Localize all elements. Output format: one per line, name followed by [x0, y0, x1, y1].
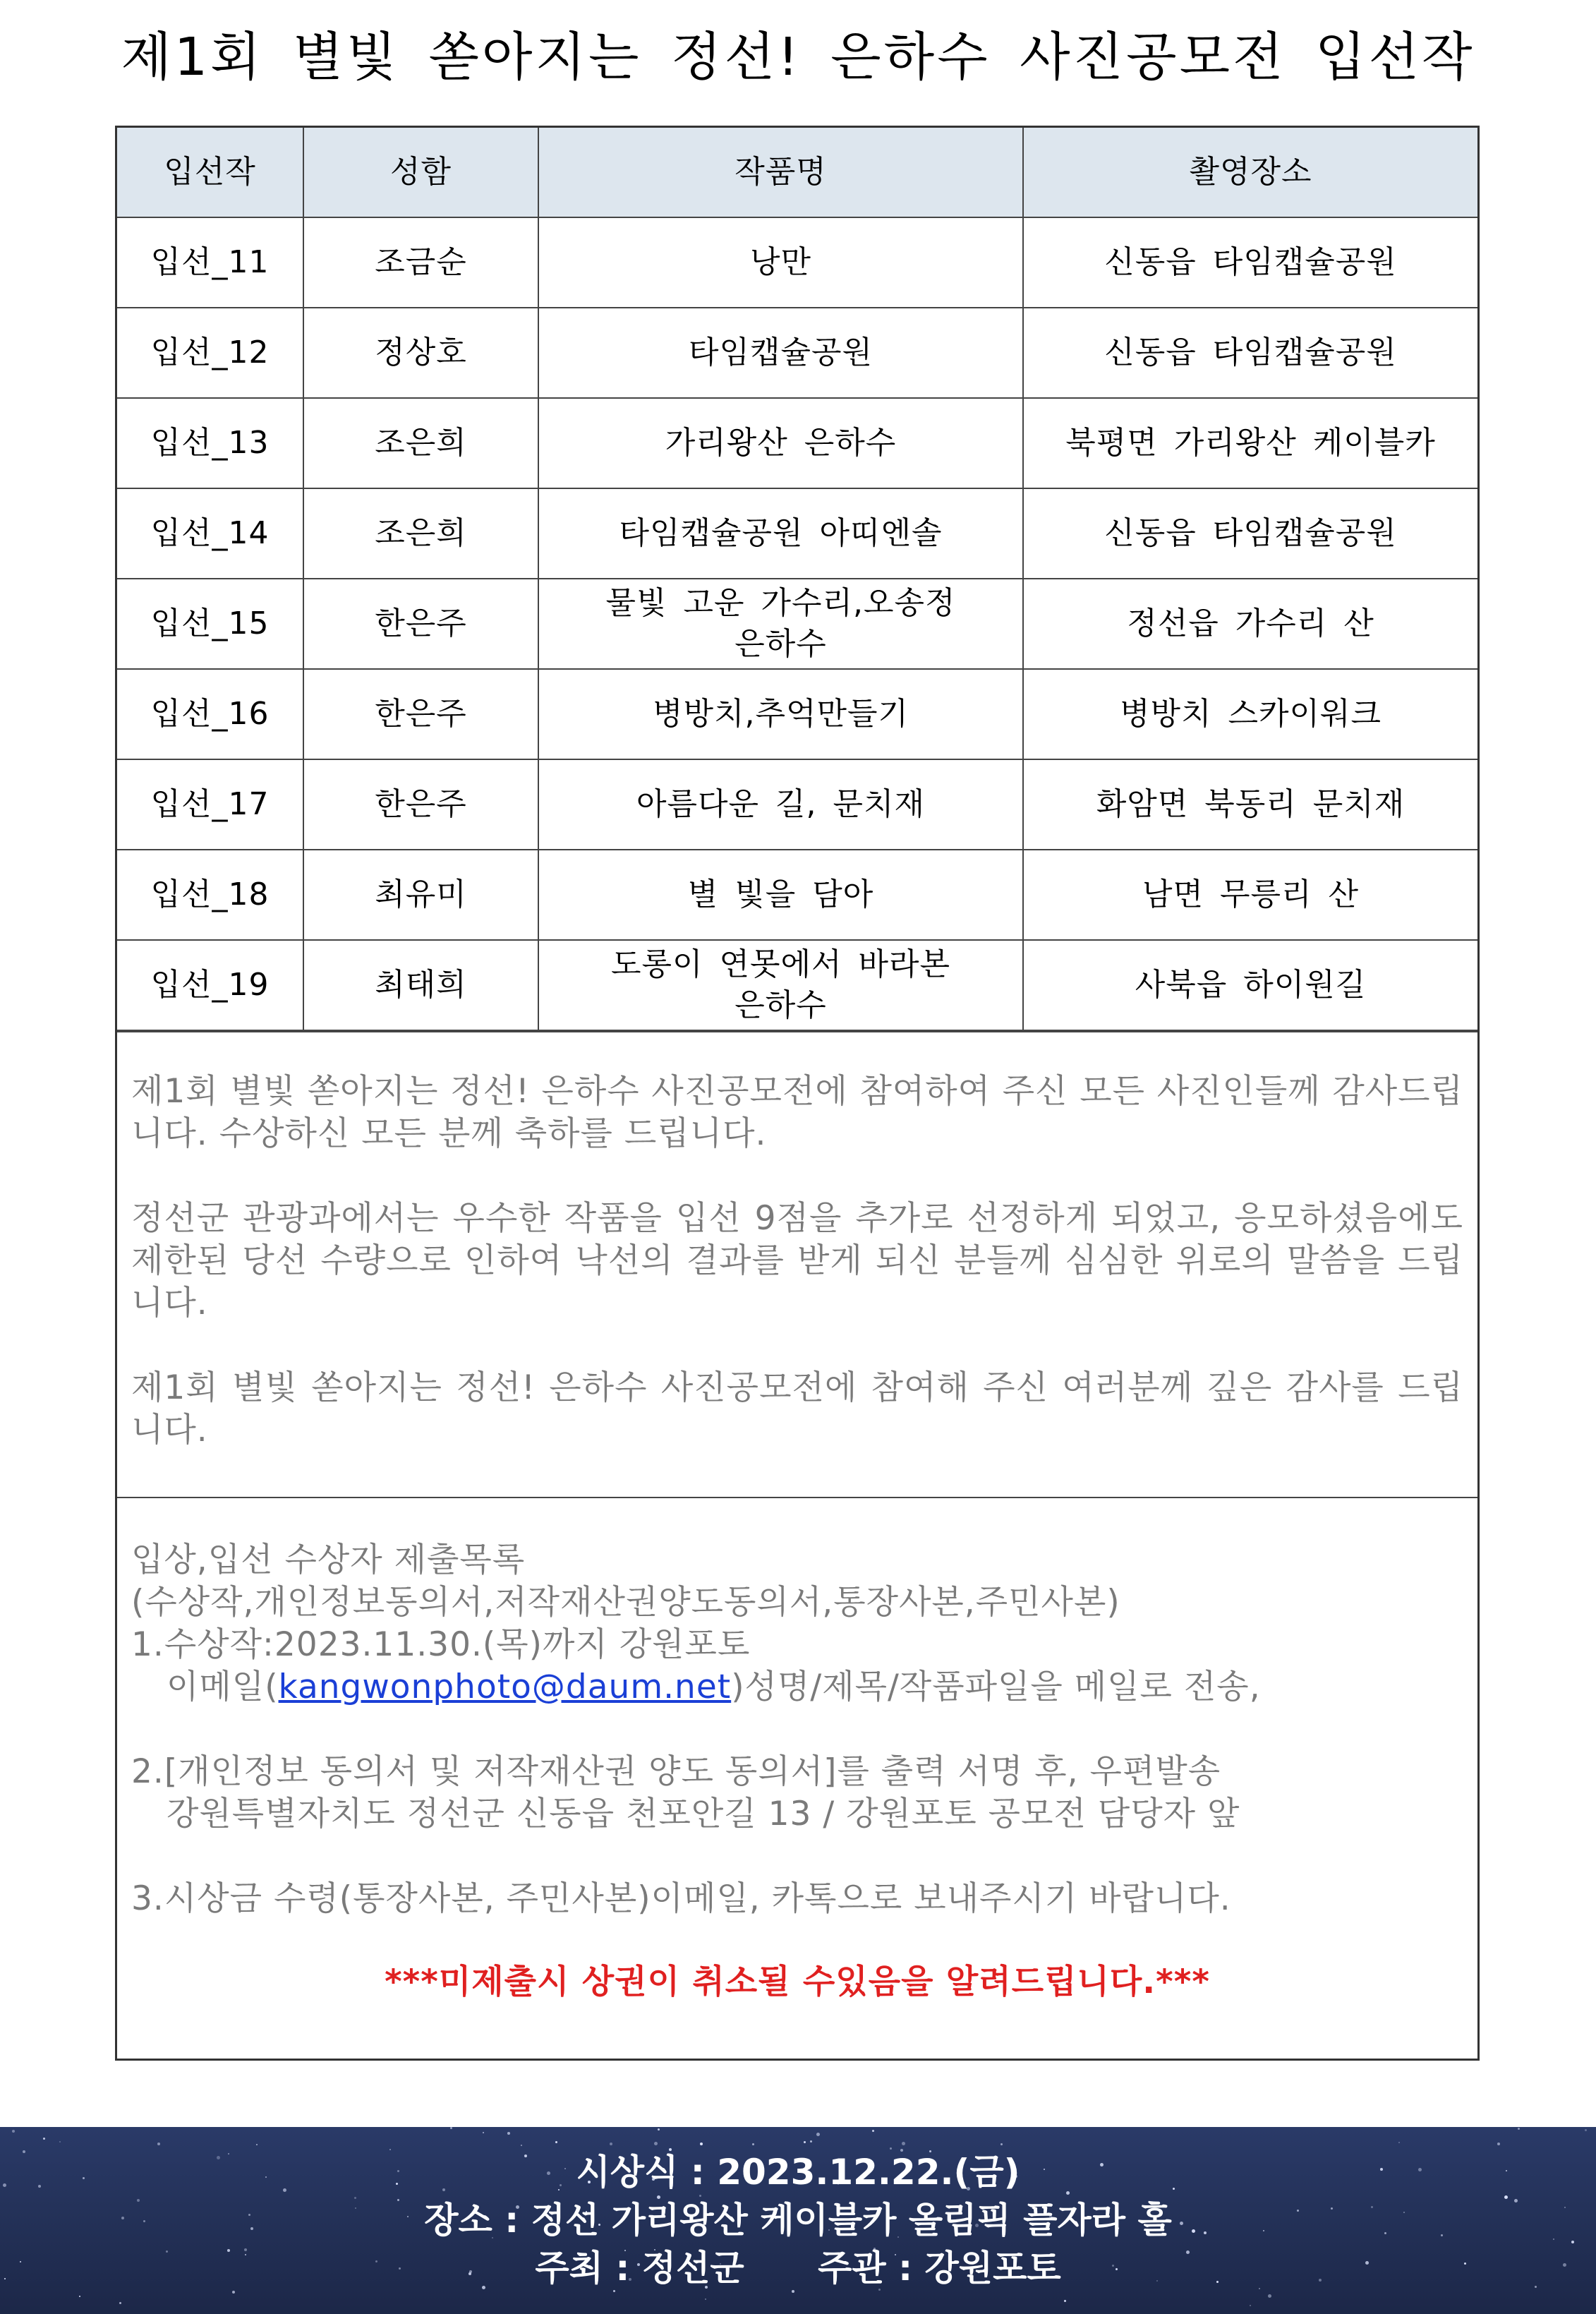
entry-cell: 입선_14 [117, 488, 303, 579]
entry-cell: 입선_12 [117, 308, 303, 398]
email-suffix: )성명/제목/작품파일을 메일로 전송, [731, 1668, 1261, 1706]
name-cell: 정상호 [303, 308, 538, 398]
ceremony-venue: 장소 : 정선 가리왕산 케이블카 올림픽 플자라 홀 [424, 2200, 1172, 2241]
table-row [117, 308, 1477, 398]
table-row [117, 759, 1477, 850]
submission-docs: (수상작,개인정보동의서,저작재산권양도동의서,통장사본,주민사본) [131, 1583, 1120, 1622]
star-dot [1518, 2128, 1520, 2130]
email-link[interactable]: kangwonphoto@daum.net [278, 1668, 732, 1706]
name-cell: 조은희 [303, 488, 538, 579]
work-title-cell: 별 빛을 담아 [538, 850, 1023, 940]
notice-section [117, 1031, 1477, 1497]
work-title-cell: 가리왕산 은하수 [538, 398, 1023, 488]
awards-table [117, 128, 1477, 1031]
table-row [117, 488, 1477, 579]
entry-cell: 입선_15 [117, 579, 303, 669]
location-cell: 신동읍 타임캡슐공원 [1023, 488, 1477, 579]
work-title-cell: 도롱이 연못에서 바라본 은하수 [538, 940, 1023, 1030]
footer-banner [0, 2127, 1596, 2314]
submission-step-1: 1.수상작:2023.11.30.(목)까지 강원포토 [131, 1625, 751, 1664]
table-row [117, 669, 1477, 759]
header-location: 촬영장소 [1023, 128, 1477, 217]
work-title-cell: 타임캡슐공원 [538, 308, 1023, 398]
entry-cell: 입선_18 [117, 850, 303, 940]
organizer-info: 주최 : 정선군 주관 : 강원포토 [535, 2248, 1061, 2289]
email-prefix: 이메일( [167, 1668, 279, 1706]
location-cell: 화암면 북동리 문치재 [1023, 759, 1477, 850]
star-dot [654, 2142, 658, 2145]
star-dot [872, 2130, 874, 2132]
entry-cell: 입선_19 [117, 940, 303, 1030]
star-dot [700, 2143, 703, 2145]
star-dot [1064, 2300, 1066, 2302]
work-title-cell: 타임캡슐공원 아띠엔솔 [538, 488, 1023, 579]
star-dot [1250, 2305, 1251, 2306]
star-dot [1000, 2143, 1003, 2145]
submission-email-line [131, 1666, 1463, 1709]
star-dot [752, 2143, 754, 2145]
entry-cell: 입선_13 [117, 398, 303, 488]
name-cell: 조금순 [303, 217, 538, 308]
name-cell: 최유미 [303, 850, 538, 940]
location-cell: 북평면 가리왕산 케이블카 [1023, 398, 1477, 488]
submission-address: 강원특별자치도 정선군 신동읍 천포안길 13 / 강원포토 공모전 담당자 앞 [167, 1795, 1240, 1833]
star-dot [1585, 2129, 1587, 2131]
star-dot [483, 2132, 484, 2133]
star-dot [705, 2298, 706, 2300]
star-dot [804, 2141, 806, 2143]
star-dot [1497, 2143, 1500, 2145]
location-cell: 사북읍 하이원길 [1023, 940, 1477, 1030]
star-dot [157, 2143, 160, 2145]
notice-thanks: 제1회 별빛 쏟아지는 정선! 은하수 사진공모전에 참여하여 주신 모든 사진인들께 감사드립니다. 수상하신 모든 분께 축하를 드립니다. [131, 1072, 1463, 1153]
star-dot [43, 2138, 45, 2140]
entry-cell: 입선_16 [117, 669, 303, 759]
star-dot [59, 2141, 61, 2143]
ceremony-date: 시상식 : 2023.12.22.(금) [576, 2152, 1020, 2193]
spacer [131, 1709, 1463, 1751]
star-dot [816, 2133, 820, 2136]
name-cell: 한은주 [303, 759, 538, 850]
submission-step-3: 3.시상금 수령(통장사본, 주민사본)이메일, 카톡으로 보내주시기 바랍니다. [131, 1879, 1231, 1918]
name-cell: 한은주 [303, 579, 538, 669]
star-dot [12, 2130, 15, 2133]
star-dot [555, 2141, 557, 2143]
star-dot [902, 2142, 905, 2145]
star-dot [507, 2132, 510, 2135]
work-title-cell: 아름다운 길, 문치재 [538, 759, 1023, 850]
star-dot [521, 2145, 522, 2146]
award-sheet [115, 126, 1480, 2061]
location-cell: 병방치 스카이워크 [1023, 669, 1477, 759]
star-dot [256, 2144, 258, 2145]
page-title: 제1회 별빛 쏟아지는 정선! 은하수 사진공모전 입선작 [121, 27, 1475, 88]
spacer [131, 1836, 1463, 1878]
name-cell: 최태희 [303, 940, 538, 1030]
notice-consolation: 정선군 관광과에서는 우수한 작품을 입선 9점을 추가로 선정하게 되었고, 응모하셨음에도 제한된 당선 수량으로 인하여 낙선의 결과를 받게 되신 분들께 심심한 위로의 말씀을 드립니다. [131, 1199, 1463, 1322]
work-title-cell: 낭만 [538, 217, 1023, 308]
location-cell: 정선읍 가수리 산 [1023, 579, 1477, 669]
star-dot [610, 2143, 612, 2145]
warning-notice: ***미제출시 상권이 취소될 수있음을 알려드립니다.*** [385, 1963, 1210, 2001]
table-row [117, 850, 1477, 940]
star-dot [450, 2127, 452, 2129]
table-header-row [117, 128, 1477, 217]
submission-section [117, 1497, 1477, 2003]
location-cell: 신동읍 타임캡슐공원 [1023, 308, 1477, 398]
star-dot [119, 2302, 121, 2304]
footer-info [0, 2148, 1596, 2292]
name-cell: 조은희 [303, 398, 538, 488]
notice-closing: 제1회 별빛 쏟아지는 정선! 은하수 사진공모전에 참여해 주신 여러분께 깊은 감사를 드립니다. [131, 1368, 1463, 1450]
location-cell: 남면 무릉리 산 [1023, 850, 1477, 940]
header-entry: 입선작 [117, 128, 303, 217]
star-dot [79, 2296, 80, 2297]
star-dot [810, 2140, 812, 2143]
entry-cell: 입선_11 [117, 217, 303, 308]
table-row [117, 217, 1477, 308]
star-dot [1268, 2294, 1271, 2298]
table-row [117, 579, 1477, 669]
name-cell: 한은주 [303, 669, 538, 759]
work-title-cell: 물빛 고운 가수리,오송정 은하수 [538, 579, 1023, 669]
header-name: 성함 [303, 128, 538, 217]
star-dot [1398, 2142, 1400, 2143]
table-row [117, 398, 1477, 488]
work-title-cell: 병방치,추억만들기 [538, 669, 1023, 759]
star-dot [658, 2128, 660, 2131]
table-row [117, 940, 1477, 1030]
location-cell: 신동읍 타임캡슐공원 [1023, 217, 1477, 308]
submission-heading: 입상,입선 수상자 제출목록 [131, 1541, 526, 1579]
submission-step-2: 2.[개인정보 동의서 및 저작재산권 양도 동의서]를 출력 서명 후, 우편발송 [131, 1752, 1221, 1791]
header-work-title: 작품명 [538, 128, 1023, 217]
entry-cell: 입선_17 [117, 759, 303, 850]
